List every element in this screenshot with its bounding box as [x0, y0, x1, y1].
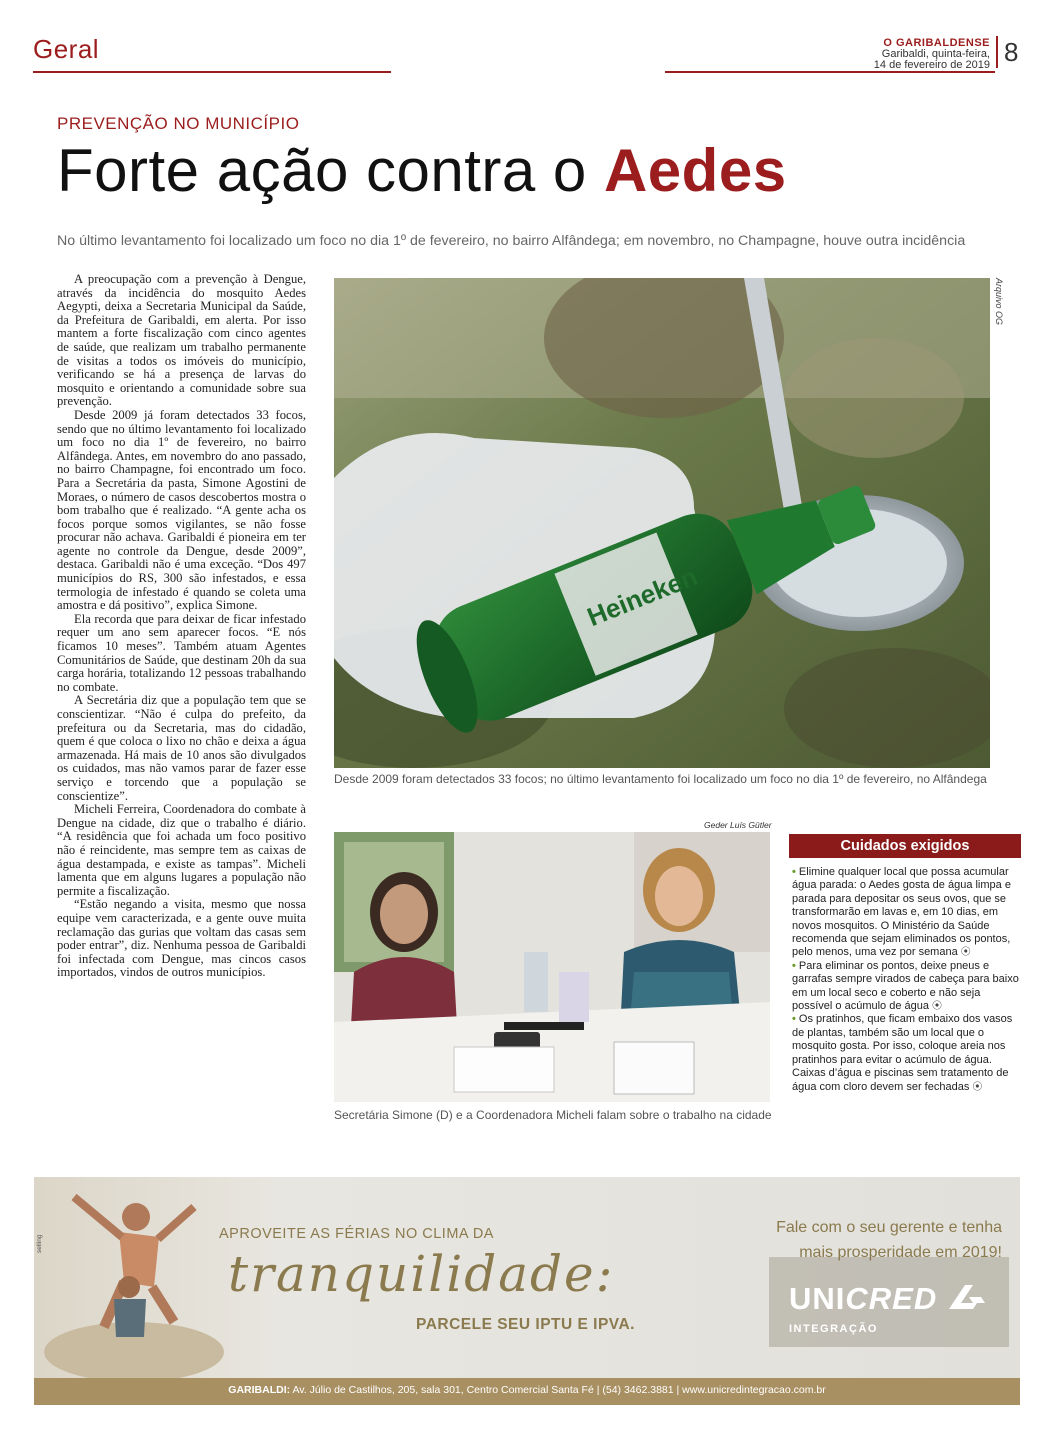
ad-line-1: APROVEITE AS FÉRIAS NO CLIMA DA — [219, 1226, 494, 1242]
ad-side-label — [36, 1215, 50, 1255]
ad-right-line-2: mais prosperidade em 2019! — [799, 1244, 1002, 1261]
ad-footer-label: GARIBALDI: — [228, 1384, 291, 1396]
headline-main: Forte ação contra o — [57, 137, 587, 204]
paragraph: Micheli Ferreira, Coordenadora do combate à Dengue na cidade, diz que o trabalho é diário. “A residência que foi achada um foco positivo não é reincidente, mas sempre tem as caixas de água destampada, e existe as tampas”. Micheli lamenta que em alguns lugares a população não permite a fiscalização. — [57, 802, 306, 898]
box-item-text: Elimine qualquer local que possa acumular água parada: o Aedes gosta de água limpa e parada para depositar os seus ovos, que se transformarão em lavas e, em 10 dias, em novos mosquitos. O Ministério da Saúde recomenda que sejam eliminados os pontos, pelo menos, uma vez por semana — [792, 866, 1011, 959]
bullet-icon: • — [792, 959, 796, 972]
end-mark-icon: ⦿ — [932, 1001, 943, 1013]
deck: No último levantamento foi localizado um foco no dia 1º de fevereiro, no bairro Alfândega; em novembro, no Champagne, houve outra incidência — [57, 233, 966, 249]
bottle-label-text: Heineken — [582, 560, 702, 633]
newspaper-name: O GARIBALDENSE — [883, 37, 990, 49]
date-line-2: 14 de fevereiro de 2019 — [873, 59, 990, 71]
logo-subtitle: INTEGRAÇÃO — [789, 1323, 878, 1335]
box-title: Cuidados exigidos — [789, 834, 1021, 858]
logo-part-a: UNI — [789, 1281, 846, 1316]
section-title: Geral — [33, 34, 100, 64]
header-rule-left — [33, 71, 391, 73]
headline — [57, 136, 787, 205]
paragraph: Ela recorda que para deixar de ficar infestado requer um ano sem aparecer focos. “E nós ficamos 10 meses”. Também atuam Agentes Comunitários de Saúde, que destinam 20h da sua carga horária, totalizando 12 pessoas trabalhando no combate. — [57, 611, 306, 694]
masthead — [874, 38, 990, 71]
ad-footer-text — [34, 1384, 1020, 1396]
end-mark-icon: ⦿ — [972, 1081, 983, 1093]
paragraph: A preocupação com a prevenção à Dengue, através da incidência do mosquito Aedes Aegypti, deixa a Secretaria Municipal da Saúde, da Prefeitura de Garibaldi, em alerta. Por isso mantem a forte fiscalização com cinco agentes de saúde, que realizam um trabalho permanente de visitas a todos os imóveis do município, verificando se há a presença de larvas do mosquito e orientando a comunidade sobre sua prevenção. — [57, 272, 306, 409]
logo-part-b: CRED — [845, 1281, 938, 1316]
ad-right-line-1: Fale com o seu gerente e tenha — [776, 1219, 1002, 1236]
photo1-caption: Desde 2009 foram detectados 33 focos; no último levantamento foi localizado um foco no dia 1º de fevereiro, no Alfândega — [334, 772, 987, 786]
photo1-credit-text: Arquivo OG — [994, 278, 1004, 326]
box-body — [792, 866, 1022, 1094]
end-mark-icon: ⦿ — [960, 947, 971, 959]
paragraph: Desde 2009 já foram detectados 33 focos, sendo que no último levantamento foi localizado um foco no dia 1º de fevereiro, no bairro Alfândega. Antes, em novembro do ano passado, no bairro Champagne, foi encontrado um foco. Para a Secretária da pasta, Simone Agostini de Moraes, o número de casos descobertos mostra o bom trabalho que é realizado. “A gente acha os focos porque somos vigilantes, se não fosse procurar não achava. Garibaldi é pioneira em ter agente no controle da Dengue, desde 2009”, destaca. Garibaldi não é uma exceção. “Dos 497 municípios do RS, 300 são infestados, e essa termologia de infestado é quando se coleta uma amostra e dá positivo”, explica Simone. — [57, 407, 306, 613]
unicred-logo — [789, 1281, 987, 1317]
box-item-text: Os pratinhos, que ficam embaixo dos vasos de plantas, também são um local que o mosquito gosta. Por isso, coloque areia nos pratinhos para evitar o acúmulo de água. Caixas d’água e piscinas sem tratamento de água com cloro devem ser fechadas — [792, 1013, 1013, 1093]
ad-line-2: PARCELE SEU IPTU E IPVA. — [416, 1316, 635, 1333]
box-item-text: Para eliminar os pontos, deixe pneus e garrafas sempre virados de cabeça para baixo em um local seco e coberto e não seja possível o acúmulo de água — [792, 959, 1019, 1013]
photo2-credit: Geder Luís Gütler — [704, 820, 772, 830]
unicred-arrow-icon — [947, 1283, 987, 1311]
box-item — [792, 866, 1022, 960]
ad-right-text — [730, 1215, 1002, 1265]
header-rule-right — [665, 71, 995, 73]
ad-side-label-text: selling — [36, 1234, 43, 1253]
photo1-credit — [992, 278, 1004, 348]
article-body — [57, 273, 306, 980]
box-item — [792, 1013, 1022, 1093]
photo2-caption: Secretária Simone (D) e a Coordenadora Micheli falam sobre o trabalho na cidade — [334, 1108, 772, 1122]
photo-office — [334, 832, 770, 1102]
date-line-1: Garibaldi, quinta-feira, — [881, 48, 990, 60]
ad-big-word: tranquilidade: — [228, 1245, 615, 1303]
bottle-photo-illustration — [334, 278, 990, 768]
bullet-icon: • — [792, 866, 796, 878]
paragraph: A Secretária diz que a população tem que se conscientizar. “Não é culpa do prefeito, da prefeitura ou da Secretaria, mas do cidadão, quem é que coloca o lixo no chão e deixa a água armazenada. Há mais de 10 anos são divulgados os cuidados, mas não vamos parar de fazer esse serviço e torcendo que a população se conscientize”. — [57, 693, 306, 803]
paragraph: “Estão negando a visita, mesmo que nossa equipe vem caracterizada, e a gente ouve muita reclamação das gurias que voltam das casas sem poder entrar”, diz. Nenhuma pessoa de Garibaldi foi infectada com Dengue, mas cincos casos importados, vindos de outros municípios. — [57, 897, 306, 980]
photo-bottle — [334, 278, 990, 768]
ad-footer-details: Av. Júlio de Castilhos, 205, sala 301, Centro Comercial Santa Fé | (54) 3462.3881 | www.unicredintegracao.com.br — [292, 1384, 826, 1396]
box-item — [792, 960, 1022, 1014]
page-number: 8 — [996, 36, 1018, 68]
headline-highlight: Aedes — [603, 137, 787, 204]
bullet-icon: • — [792, 1013, 796, 1026]
office-photo-illustration — [334, 832, 770, 1102]
kicker: PREVENÇÃO NO MUNICÍPIO — [57, 114, 300, 133]
